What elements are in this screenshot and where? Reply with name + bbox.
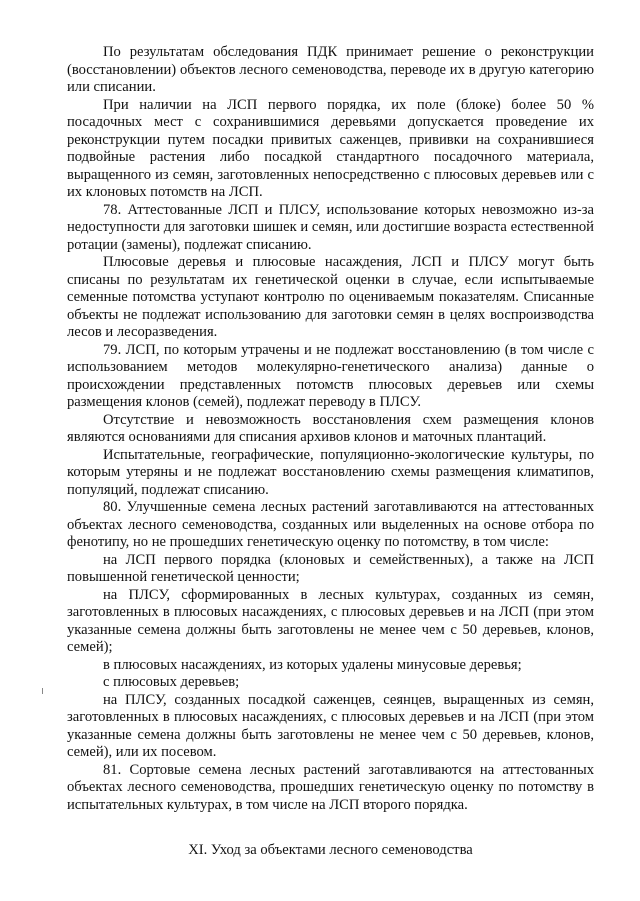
paragraph-81: 81. Сортовые семена лесных растений заготавливаются на аттестованных объектах лесного семеноводства, прошедших генетическую оценку по потомству в испытательных культурах, в том числе на ЛСП второго порядка. [67, 761, 594, 813]
paragraph-reconstruction-decision: По результатам обследования ПДК принимает решение о реконструкции (восстановлении) объектов лесного семеноводства, переводе их в другую категорию или списании. [67, 44, 594, 95]
paragraph-78: 78. Аттестованные ЛСП и ПЛСУ, использование которых невозможно из-за недоступности для заготовки шишек и семян, или достигшие возраста естественной ротации (замены), подлежат списанию. [67, 201, 594, 253]
paragraph-80: 80. Улучшенные семена лесных растений заготавливаются на аттестованных объектах лесного семеноводства, созданных или выделенных на основе отбора по фенотипу, но не прошедших генетическую оценку по потомству, в том числе: [67, 499, 594, 550]
list-item-lsp-first-order: на ЛСП первого порядка (клоновых и семейственных), а также на ЛСП повышенной генетической ценности; [67, 551, 594, 585]
document-body [67, 44, 594, 814]
paragraph-79-clone-schemes: Отсутствие и невозможность восстановления схем размещения клонов являются основаниями для списания архивов клонов и маточных плантаций. [67, 411, 594, 445]
paragraph-79-test-cultures: Испытательные, географические, популяционно-экологические культуры, по которым утеряны и не подлежат восстановлению схемы размещения климатипов, популяций, подлежат списанию. [67, 446, 594, 498]
list-item-plsu-forest-cultures: на ПЛСУ, сформированных в лесных культурах, созданных из семян, заготовленных в плюсовых насаждениях, с плюсовых деревьев и на ЛСП (при этом указанные семена должны быть заготовлены не менее чем с 50 деревьев, клонов, семей); [67, 586, 594, 655]
list-item-plus-trees: с плюсовых деревьев; [103, 674, 240, 690]
section-heading: XI. Уход за объектами лесного семеноводства [188, 842, 473, 858]
paragraph-79: 79. ЛСП, по которым утрачены и не подлежат восстановлению (в том числе с использованием методов молекулярно-генетического анализа) данные о происхождении представленных потомств плюсовых деревьев или схемы размещения клонов (семей), подлежат переводу в ПЛСУ. [67, 341, 594, 410]
list-item-plus-stands: в плюсовых насаждениях, из которых удалены минусовые деревья; [103, 656, 522, 673]
paragraph-78-genetic-evaluation: Плюсовые деревья и плюсовые насаждения, ЛСП и ПЛСУ могут быть списаны по результатам их генетической оценки в случае, если испытываемые семенные потомства уступают контролю по оцениваемым показателям. Списанные объекты не подлежат использованию для заготовки семян в целях воспроизводства лесов и лесоразведения. [67, 254, 594, 340]
scan-mark [42, 688, 43, 694]
list-item-plsu-seedlings: на ПЛСУ, созданных посадкой саженцев, сеянцев, выращенных из семян, заготовленных в плюсовых насаждениях, с плюсовых деревьев и на ЛСП (при этом указанные семена должны быть заготовлены не менее чем с 50 деревьев, клонов, семей), или их посевом. [67, 691, 594, 760]
paragraph-reconstruction-conditions: При наличии на ЛСП первого порядка, их поле (блоке) более 50 % посадочных мест с сохранившимися деревьями допускается проведение их реконструкции путем посадки привитых саженцев, прививки на сохранившиеся подвойные растения либо посадкой стандартного посадочного материала, выращенного из семян, заготовленных непосредственно с плюсовых деревьев или с их клоновых потомств на ЛСП. [67, 96, 594, 200]
